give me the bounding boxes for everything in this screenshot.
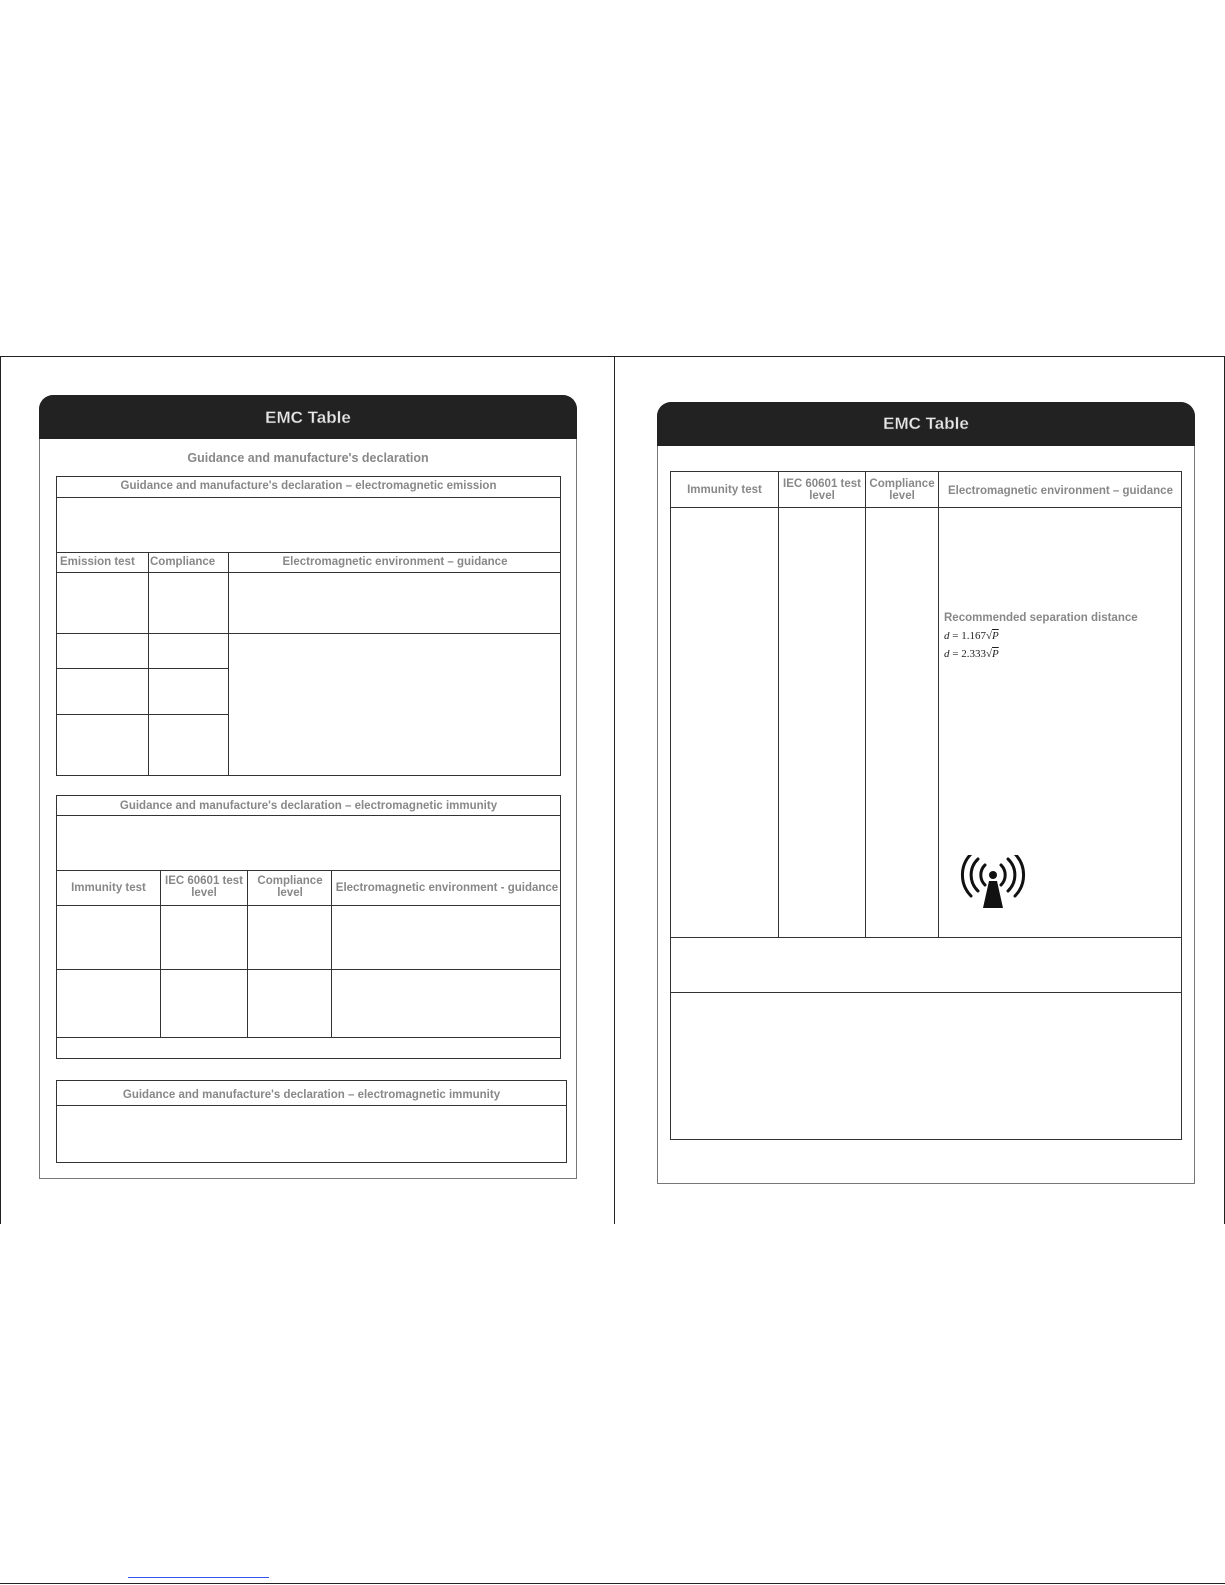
spread-gutter (614, 356, 615, 1224)
formula-2-coefficient: = 2.333 (952, 648, 986, 660)
immunity-header-guidance: Electromagnetic environment - guidance (335, 882, 559, 894)
immunity-col-divider (247, 870, 248, 1037)
emission-row-rule (56, 633, 561, 634)
immunity-caption-rule (56, 815, 561, 816)
emission-table-caption: Guidance and manufacture's declaration – electromagnetic emission (120, 480, 497, 492)
emission-row-rule (56, 668, 228, 669)
right-page-header (657, 402, 1195, 446)
emission-header-compliance: Compliance (150, 556, 216, 568)
left-page-title: EMC Table (265, 408, 351, 427)
emission-col-divider (148, 552, 149, 776)
emission-header-top (56, 552, 561, 553)
bottom-rule (0, 1583, 1225, 1584)
right-immunity-header-guidance: Electromagnetic environment – guidance (948, 485, 1173, 497)
right-immunity-header-compliance-level: Compliance level (869, 478, 935, 502)
formula-2-lhs: d (944, 648, 950, 660)
emission-table (56, 476, 561, 776)
immunity-table-2-caption-rule (56, 1105, 567, 1106)
spread-left-border (0, 356, 1, 1224)
immunity-header-test: Immunity test (71, 882, 146, 894)
right-immunity-header-iec-level: IEC 60601 test level (783, 478, 861, 502)
immunity-row-rule (56, 1037, 561, 1038)
formula-1-radicand: P (992, 630, 999, 642)
right-immunity-col-divider (778, 471, 779, 937)
left-page-header (39, 395, 577, 439)
right-immunity-col-divider (938, 471, 939, 937)
immunity-table-caption: Guidance and manufacture's declaration – electromagnetic immunity (119, 800, 498, 812)
immunity-row-rule (56, 969, 561, 970)
separation-distance-label: Recommended separation distance (944, 612, 1138, 624)
emission-row-rule (56, 714, 228, 715)
immunity-header-iec-level: IEC 60601 test level (165, 875, 243, 899)
emission-header-bottom (56, 572, 561, 573)
emission-header-test: Emission test (60, 556, 135, 568)
formula-1-sqrt: √ (985, 630, 993, 642)
emission-caption-rule (56, 497, 561, 498)
formula-2-sqrt: √ (985, 648, 993, 660)
right-immunity-col-divider (865, 471, 866, 937)
right-immunity-table (670, 471, 1182, 1140)
right-immunity-row-rule (670, 992, 1182, 993)
spread-top-border (0, 356, 1225, 357)
emission-col-divider (228, 552, 229, 776)
immunity-header-bottom (56, 905, 561, 906)
formula-1-lhs: d (944, 630, 950, 642)
immunity-col-divider (160, 870, 161, 1037)
bottom-link-underline[interactable] (128, 1577, 269, 1578)
immunity-header-top (56, 870, 561, 871)
emission-header-guidance: Electromagnetic environment – guidance (282, 556, 508, 568)
separation-formula-1 (944, 630, 1064, 642)
right-page-title: EMC Table (883, 414, 969, 433)
immunity-header-compliance-level: Compliance level (257, 875, 323, 899)
right-immunity-row-rule (670, 937, 1182, 938)
separation-formula-2 (944, 648, 1064, 660)
left-page-subtitle: Guidance and manufacture's declaration (187, 451, 429, 465)
non-ionizing-radiation-icon (958, 855, 1028, 917)
immunity-col-divider (331, 870, 332, 1037)
formula-2-radicand: P (992, 648, 999, 660)
formula-1-coefficient: = 1.167 (952, 630, 986, 642)
immunity-table (56, 795, 561, 1059)
right-immunity-header-bottom (670, 507, 1182, 508)
right-immunity-header-test: Immunity test (687, 484, 762, 496)
immunity-table-2-caption: Guidance and manufacture's declaration – electromagnetic immunity (122, 1089, 501, 1101)
